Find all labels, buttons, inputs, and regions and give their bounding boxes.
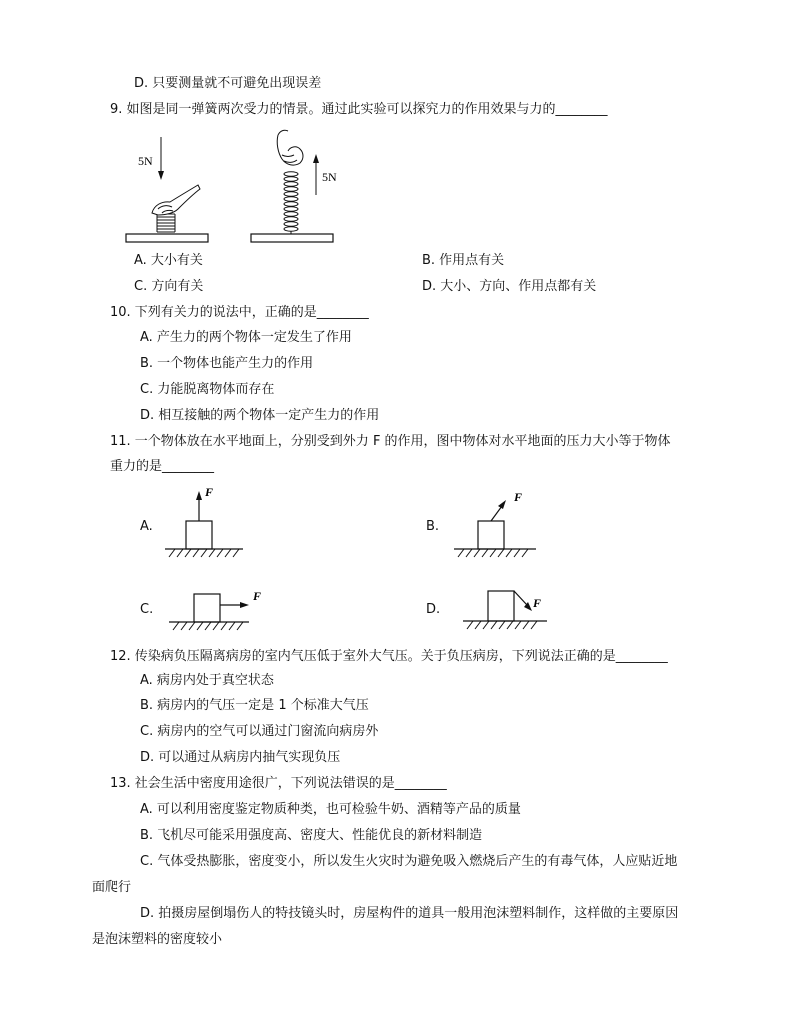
q11-figure-c	[165, 585, 275, 637]
q12-stem: 12. 传染病负压隔离病房的室内气压低于室外大气压。关于负压病房，下列说法正确的是________	[110, 649, 668, 664]
q11-a-force-label: F	[205, 485, 214, 499]
q11-fig-d-letter: D.	[426, 602, 441, 617]
q12-option-b: B. 病房内的气压一定是 1 个标准大气压	[140, 698, 369, 713]
q12-option-d: D. 可以通过从病房内抽气实现负压	[140, 750, 341, 765]
q12-option-a: A. 病房内处于真空状态	[140, 673, 274, 688]
q11-figure-a	[165, 480, 255, 566]
q11-d-force-arrow	[514, 591, 527, 605]
q9-left-spring	[156, 214, 176, 234]
q11-fig-a-letter: A.	[140, 519, 153, 534]
q9-right-spring	[284, 172, 298, 234]
q8-option-d: D. 只要测量就不可避免出现误差	[134, 76, 322, 91]
q11-stem-line2: 重力的是________	[110, 459, 215, 474]
q9-option-b: B. 作用点有关	[422, 253, 505, 268]
q10-option-a: A. 产生力的两个物体一定发生了作用	[140, 330, 352, 345]
q11-fig-c-letter: C.	[140, 602, 154, 617]
q13-option-c-line1: C. 气体受热膨胀，密度变小，所以发生火灾时为避免吸入燃烧后产生的有毒气体，人应贴近地	[140, 854, 678, 869]
q13-stem: 13. 社会生活中密度用途很广，下列说法错误的是________	[110, 776, 447, 791]
q9-option-c: C. 方向有关	[134, 279, 204, 294]
q13-option-c-line2: 面爬行	[92, 880, 132, 895]
q9-left-base	[126, 234, 208, 242]
q11-stem-line1: 11. 一个物体放在水平地面上，分别受到外力 F 的作用，图中物体对水平地面的压力大小等于物体	[110, 434, 671, 449]
q9-option-d: D. 大小、方向、作用点都有关	[422, 279, 597, 294]
q9-right-hand	[277, 130, 303, 165]
q11-c-block	[194, 594, 220, 622]
q13-option-a: A. 可以利用密度鉴定物质种类，也可检验牛奶、酒精等产品的质量	[140, 802, 521, 817]
q9-stem: 9. 如图是同一弹簧两次受力的情景。通过此实验可以探究力的作用效果与力的________	[110, 102, 608, 117]
q10-option-b: B. 一个物体也能产生力的作用	[140, 356, 314, 371]
q11-d-force-label: F	[533, 596, 542, 610]
q10-option-c: C. 力能脱离物体而存在	[140, 382, 275, 397]
q11-c-force-label: F	[253, 589, 262, 603]
q10-option-d: D. 相互接触的两个物体一定产生力的作用	[140, 408, 380, 423]
q9-left-hand	[152, 185, 200, 215]
q11-fig-b-letter: B.	[426, 519, 440, 534]
q11-a-block	[186, 521, 212, 549]
q11-figure-b	[452, 485, 542, 567]
q9-spring-figure	[118, 125, 348, 249]
q11-b-block	[478, 521, 504, 549]
q13-option-b: B. 飞机尽可能采用强度高、密度大、性能优良的新材料制造	[140, 828, 483, 843]
q9-left-force-label: 5N	[138, 154, 153, 168]
q11-b-force-arrow	[491, 506, 502, 521]
q13-option-d-line1: D. 拍摄房屋倒塌伤人的特技镜头时，房屋构件的道具一般用泡沫塑料制作，这样做的主要原因	[140, 906, 679, 921]
q9-option-a: A. 大小有关	[134, 253, 203, 268]
q13-option-d-line2: 是泡沫塑料的密度较小	[92, 932, 223, 947]
q11-figure-d	[455, 583, 565, 637]
q11-b-force-label: F	[514, 490, 523, 504]
q11-d-block	[488, 591, 514, 621]
q12-option-c: C. 病房内的空气可以通过门窗流向病房外	[140, 724, 379, 739]
q9-right-base	[251, 234, 333, 242]
q10-stem: 10. 下列有关力的说法中，正确的是________	[110, 305, 369, 320]
q9-right-force-label: 5N	[322, 170, 337, 184]
